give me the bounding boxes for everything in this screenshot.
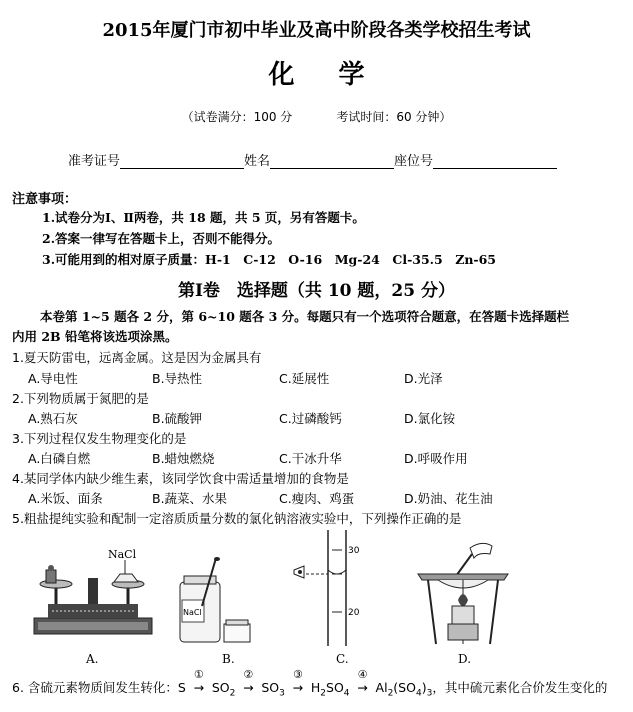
- jar-figure: [172, 556, 256, 646]
- option: B.导热性: [152, 371, 203, 386]
- option: D.奶油、花生油: [404, 491, 493, 506]
- figure-label-c: C.: [336, 652, 349, 666]
- arrow-4: ④ →: [350, 680, 376, 695]
- step-1: ①: [193, 668, 204, 681]
- product-al-al: Al: [375, 680, 388, 695]
- q6-suffix: ，其中硫元素化合价发生变化的: [432, 680, 608, 695]
- nacl-balance-label: NaCl: [108, 548, 137, 561]
- figure-label-a: A.: [86, 652, 99, 666]
- option: D.氯化铵: [404, 411, 456, 426]
- exam-id-label: 准考证号: [68, 154, 121, 169]
- id-fields: [68, 150, 557, 169]
- sub-2: 2: [387, 688, 394, 699]
- option: C.瘦肉、鸡蛋: [279, 491, 355, 506]
- question-stem: 1.夏天防雷电，远离金属。这是因为金属具有: [12, 350, 262, 365]
- figure-label-b: B.: [222, 652, 235, 666]
- score-info: （试卷满分：100 分: [181, 110, 293, 124]
- section-intro-cont: 内用 2B 铅笔将该选项涂黑。: [12, 329, 178, 344]
- notice-item: 1.试卷分为Ⅰ、Ⅱ两卷，共 18 题，共 5 页，另有答题卡。: [42, 210, 365, 225]
- step-4: ④: [357, 668, 368, 681]
- product-al-so: (SO: [393, 680, 416, 695]
- subject-title: 化学: [268, 60, 409, 90]
- product-h2so4-so: SO: [326, 680, 344, 695]
- name-blank[interactable]: [270, 154, 394, 169]
- balance-figure: [28, 548, 158, 644]
- option: A.导电性: [28, 371, 78, 386]
- exam-id-blank[interactable]: [120, 154, 244, 169]
- option: A.熟石灰: [28, 411, 78, 426]
- question-stem: 3.下列过程仅发生物理变化的是: [12, 431, 187, 446]
- option: A.米饭、面条: [28, 491, 103, 506]
- section-title: 第Ⅰ卷 选择题（共 10 题，25 分）: [177, 281, 456, 301]
- name-label: 姓名: [244, 154, 271, 169]
- arrow-3: ③ →: [285, 680, 311, 695]
- q6-prefix: 6. 含硫元素物质间发生转化：S: [12, 680, 186, 695]
- evaporation-figure: [408, 540, 518, 648]
- notice-item: 2.答案一律写在答题卡上，否则不能得分。: [42, 231, 281, 246]
- section-intro: 本卷第 1~5 题各 2 分，第 6~10 题各 3 分。每题只有一个选项符合题意，在答题卡选择题栏: [40, 309, 570, 324]
- figure-label-d: D.: [458, 652, 472, 666]
- notice-item: 3.可能用到的相对原子质量：H-1 C-12 O-16 Mg-24 Cl-35.5 Zn-65: [42, 252, 496, 267]
- product-so2: SO: [211, 680, 230, 695]
- seat-blank[interactable]: [433, 154, 557, 169]
- product-so3: SO: [261, 680, 280, 695]
- option: D.呼吸作用: [404, 451, 468, 466]
- cylinder-figure: [290, 530, 380, 650]
- exam-meta: [0, 108, 633, 125]
- arrow-2: ② →: [235, 680, 261, 695]
- question-6: [12, 668, 608, 699]
- cylinder-mark-20: 20: [348, 608, 360, 618]
- option: C.延展性: [279, 371, 330, 386]
- product-al-close: ): [421, 680, 427, 695]
- step-3: ③: [292, 668, 303, 681]
- sub-2: 2: [229, 688, 236, 699]
- exam-title: 2015年厦门市初中毕业及高中阶段各类学校招生考试: [102, 20, 531, 41]
- cylinder-mark-30: 30: [348, 546, 360, 556]
- product-h2so4-h: H: [310, 680, 321, 695]
- time-info: 考试时间：60 分钟）: [336, 110, 452, 124]
- question-stem: 2.下列物质属于氮肥的是: [12, 391, 149, 406]
- option: D.光泽: [404, 371, 443, 386]
- option: C.干冰升华: [279, 451, 342, 466]
- option: B.硫酸钾: [152, 411, 203, 426]
- question-stem: 5.粗盐提纯实验和配制一定溶质质量分数的氯化钠溶液实验中，下列操作正确的是: [12, 511, 462, 526]
- sub-3: 3: [426, 688, 433, 699]
- step-2: ②: [243, 668, 254, 681]
- nacl-jar-label: NaCl: [183, 608, 202, 617]
- notice-heading: 注意事项：: [12, 192, 78, 207]
- sub-4: 4: [415, 688, 422, 699]
- option: A.白磷自燃: [28, 451, 91, 466]
- arrow-1: ① →: [186, 680, 212, 695]
- sub-3: 3: [279, 688, 285, 699]
- option: B.蜡烛燃烧: [152, 451, 215, 466]
- option: B.蔬菜、水果: [152, 491, 228, 506]
- seat-label: 座位号: [394, 154, 434, 169]
- sub-2: 2: [320, 688, 327, 699]
- sub-4: 4: [343, 688, 350, 699]
- option: C.过磷酸钙: [279, 411, 342, 426]
- question-stem: 4.某同学体内缺少维生素，该同学饮食中需适量增加的食物是: [12, 471, 349, 486]
